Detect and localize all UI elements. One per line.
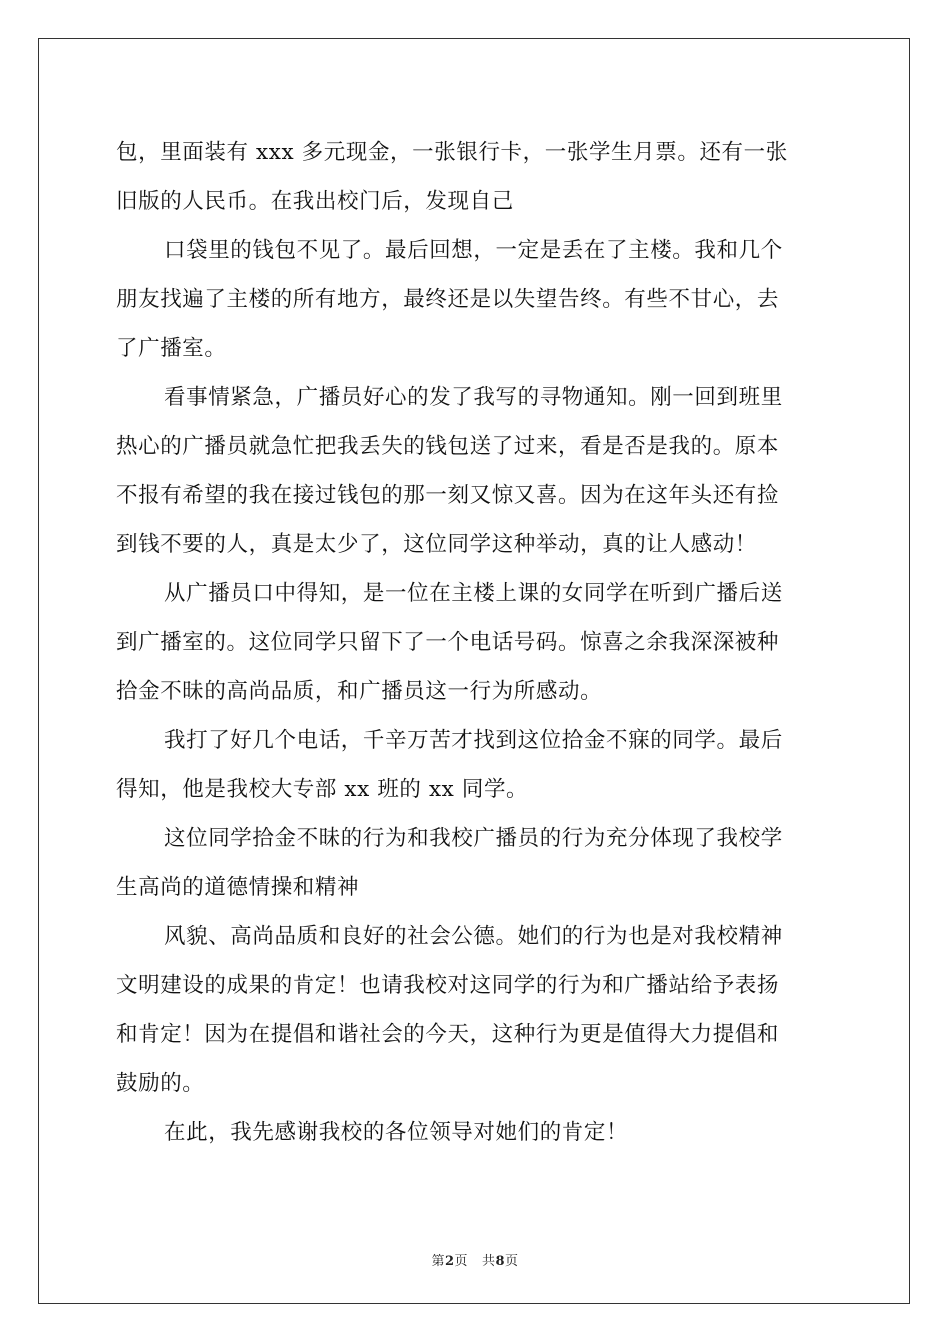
paragraph — [116, 569, 836, 716]
text-line: 旧版的人民币。在我出校门后，发现自己 — [116, 189, 514, 214]
text-line: 生高尚的道德情操和精神 — [116, 875, 360, 900]
text-line: 从广播员口中得知，是一位在主楼上课的女同学在听到广播后送 — [164, 581, 783, 606]
text-line: 在此，我先感谢我校的各位领导对她们的肯定！ — [164, 1120, 629, 1145]
text-line: 到广播室的。这位同学只留下了一个电话号码。惊喜之余我深深被种 — [116, 630, 780, 655]
total-page-number: 8 — [495, 1254, 506, 1269]
text-line: 不报有希望的我在接过钱包的那一刻又惊又喜。因为在这年头还有捡 — [116, 483, 780, 508]
page-label-prefix: 第 — [431, 1254, 445, 1269]
text-line: 和肯定！因为在提倡和谐社会的今天，这种行为更是值得大力提倡和 — [116, 1022, 780, 1047]
page-label-suffix: 页 — [454, 1254, 469, 1269]
paragraph — [116, 912, 836, 1108]
text-line: 鼓励的。 — [116, 1071, 205, 1096]
text-line: 文明建设的成果的肯定！也请我校对这同学的行为和广播站给予表扬 — [116, 973, 780, 998]
text-line: 口袋里的钱包不见了。最后回想，一定是丢在了主楼。我和几个 — [164, 238, 783, 263]
text-line: 看事情紧急，广播员好心的发了我写的寻物通知。刚一回到班里 — [164, 385, 783, 410]
total-label-suffix: 页 — [505, 1254, 519, 1269]
total-label-prefix: 共 — [481, 1254, 496, 1269]
text-line: 拾金不昧的高尚品质，和广播员这一行为所感动。 — [116, 679, 603, 704]
text-line: 热心的广播员就急忙把我丢失的钱包送了过来，看是否是我的。原本 — [116, 434, 780, 459]
paragraph — [116, 373, 836, 569]
paragraph — [116, 1108, 836, 1157]
text-line: 了广播室。 — [116, 336, 227, 361]
text-line: 包，里面装有 xxx 多元现金，一张银行卡，一张学生月票。还有一张 — [116, 140, 788, 165]
paragraph — [116, 716, 836, 814]
text-line: 朋友找遍了主楼的所有地方，最终还是以失望告终。有些不甘心，去 — [116, 287, 780, 312]
text-line: 这位同学拾金不昧的行为和我校广播员的行为充分体现了我校学 — [164, 826, 783, 851]
current-page-number: 2 — [444, 1254, 455, 1269]
text-line: 得知，他是我校大专部 xx 班的 xx 同学。 — [116, 777, 529, 802]
paragraph — [116, 128, 836, 226]
page-number-footer — [0, 1250, 950, 1269]
paragraph — [116, 814, 836, 912]
text-line: 到钱不要的人，真是太少了，这位同学这种举动，真的让人感动！ — [116, 532, 757, 557]
document-body — [116, 128, 836, 1157]
text-line: 风貌、高尚品质和良好的社会公德。她们的行为也是对我校精神 — [164, 924, 783, 949]
paragraph — [116, 226, 836, 373]
text-line: 我打了好几个电话，千辛万苦才找到这位拾金不寐的同学。最后 — [164, 728, 783, 753]
